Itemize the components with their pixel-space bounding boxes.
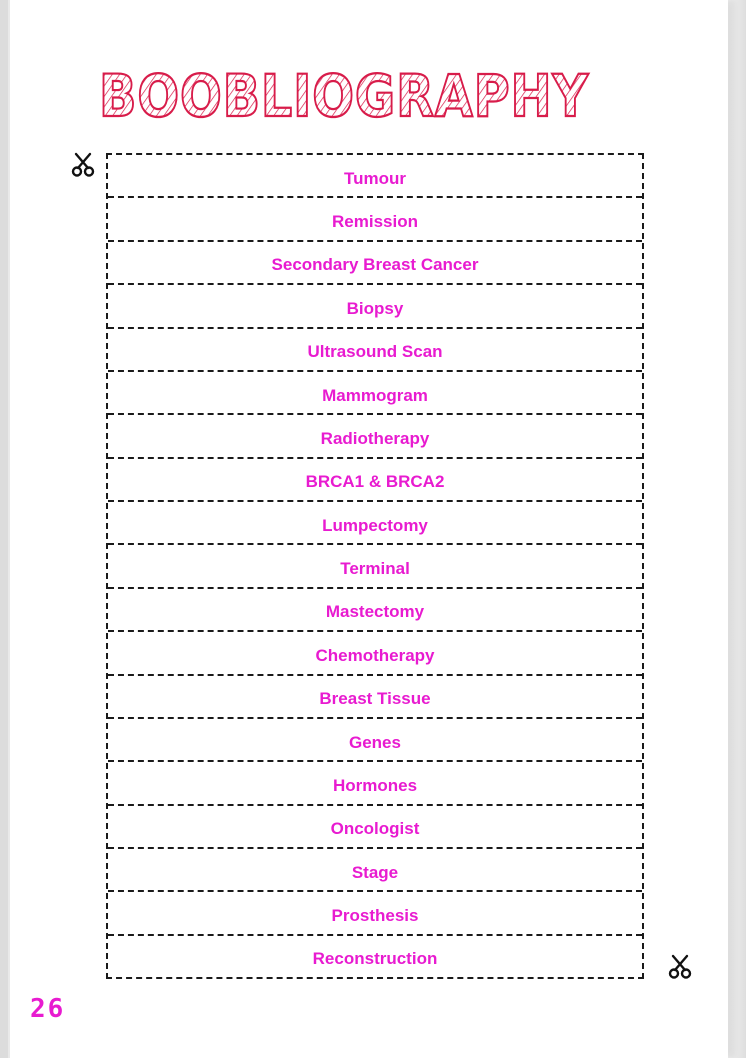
term-row [108,502,642,545]
page-title [94,58,594,138]
term-label: Terminal [340,559,410,579]
scissors-icon [70,152,96,178]
term-row [108,632,642,675]
page-title-text: BOOBLIOGRAPHY [99,62,589,130]
term-row [108,329,642,372]
scissors-icon [667,954,693,980]
term-row [108,589,642,632]
term-label: Mastectomy [325,602,425,622]
term-row [108,459,642,502]
term-row [108,285,642,328]
term-label: Reconstruction [312,949,438,969]
term-row [108,198,642,241]
term-row [108,719,642,762]
term-label: Oncologist [330,819,420,839]
term-label: BRCA1 & BRCA2 [305,472,445,492]
cut-out-term-list [106,153,644,979]
term-row [108,372,642,415]
term-row [108,806,642,849]
term-row [108,936,642,977]
term-label: Radiotherapy [320,428,430,448]
term-label: Stage [351,862,399,882]
term-label: Secondary Breast Cancer [271,255,479,275]
term-label: Biopsy [346,298,404,318]
page-edge [726,0,746,1058]
term-row [108,545,642,588]
term-row [108,676,642,719]
term-label: Breast Tissue [319,689,431,709]
term-row [108,762,642,805]
term-label: Remission [332,212,418,232]
term-label: Lumpectomy [322,515,428,535]
term-label: Prosthesis [331,906,419,926]
term-row [108,849,642,892]
term-row [108,892,642,935]
page-title-graphic [94,58,594,138]
term-row [108,415,642,458]
term-label: Ultrasound Scan [307,342,443,362]
term-label: Tumour [343,168,406,188]
term-label: Mammogram [322,385,428,405]
term-row [108,242,642,285]
term-label: Chemotherapy [315,645,435,665]
term-label: Genes [349,732,401,752]
term-label: Hormones [332,775,418,795]
term-row [108,155,642,198]
page-number: 26 [30,994,66,1024]
